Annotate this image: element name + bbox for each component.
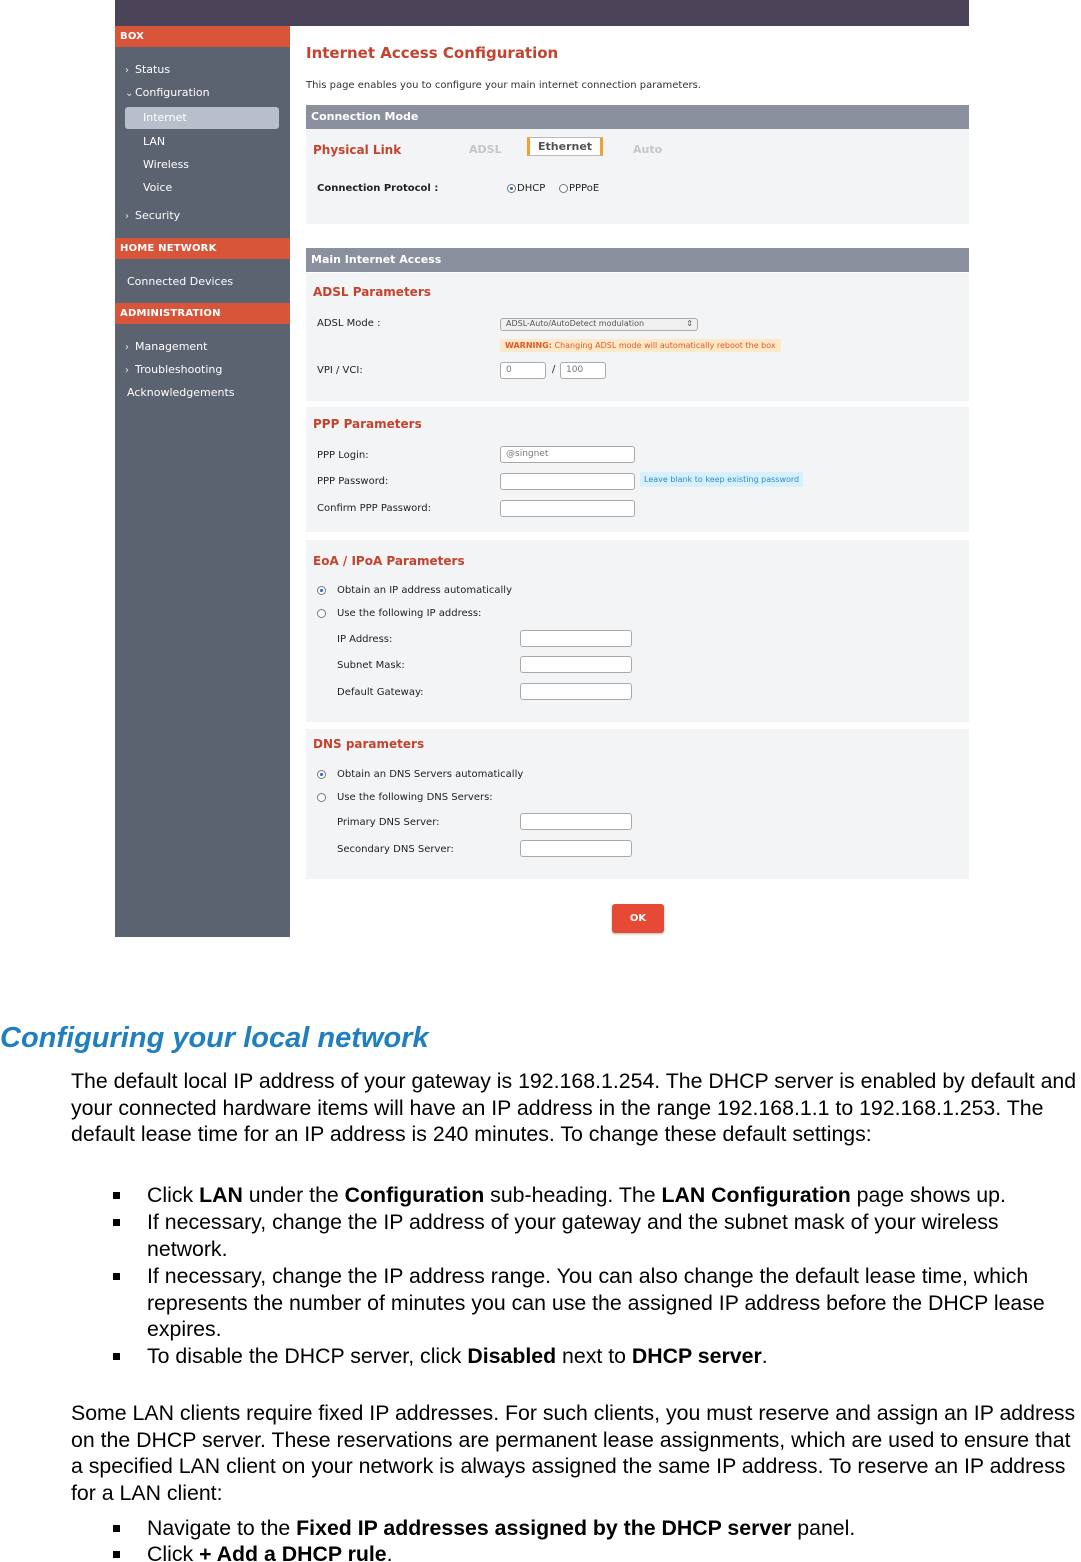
confirm-ppp-password-input[interactable] (500, 500, 635, 517)
chevron-right-icon: › (125, 365, 129, 376)
default-gateway-input[interactable] (520, 683, 632, 700)
physical-link-label: Physical Link (313, 143, 402, 157)
ppp-password-input[interactable] (500, 473, 635, 490)
chevron-right-icon: › (125, 211, 129, 222)
primary-dns-input[interactable] (520, 813, 632, 830)
sidebar-header-home-network: HOME NETWORK (115, 238, 290, 259)
ip-auto-label: Obtain an IP address automatically (337, 585, 513, 596)
dhcp-radio[interactable] (507, 184, 516, 193)
pppoe-label: PPPoE (569, 183, 600, 194)
adsl-warning: WARNING: Changing ADSL mode will automatically reboot the box (500, 339, 781, 352)
sidebar (115, 26, 290, 937)
bullet-icon (113, 1353, 120, 1360)
secondary-dns-input[interactable] (520, 840, 632, 857)
ip-manual-radio[interactable] (317, 609, 326, 618)
subnet-mask-input[interactable] (520, 656, 632, 673)
dns-auto-radio[interactable] (317, 770, 326, 779)
ppp-parameters-panel (306, 407, 969, 532)
connection-mode-panel (306, 129, 969, 224)
dns-parameters-panel (306, 729, 969, 879)
ok-button[interactable]: OK (612, 904, 664, 933)
ip-auto-radio[interactable] (317, 586, 326, 595)
tab-ethernet[interactable]: Ethernet (527, 137, 603, 156)
sidebar-item-configuration[interactable]: ⌄ Configuration (125, 86, 210, 99)
page-description: This page enables you to configure your main internet connection parameters. (306, 80, 701, 91)
vpi-vci-separator: / (552, 364, 556, 375)
sidebar-item-lan[interactable]: LAN (143, 135, 166, 148)
main-internet-access-header: Main Internet Access (306, 248, 969, 272)
chevron-down-icon: ⌄ (125, 88, 134, 99)
ppp-login-label: PPP Login: (317, 450, 369, 461)
chevron-right-icon: › (125, 342, 129, 353)
router-ui-screenshot (115, 0, 969, 937)
dns-manual-label: Use the following DNS Servers: (337, 792, 493, 803)
ip-manual-label: Use the following IP address: (337, 608, 482, 619)
adsl-mode-select[interactable]: ADSL-Auto/AutoDetect modulation ⇕ (500, 318, 698, 331)
subnet-mask-label: Subnet Mask: (337, 660, 405, 671)
connection-mode-header: Connection Mode (306, 105, 969, 129)
ppp-parameters-title: PPP Parameters (313, 417, 422, 431)
sidebar-header-box: BOX (115, 26, 290, 47)
page-title: Internet Access Configuration (306, 44, 559, 62)
reservation-paragraph: Some LAN clients require fixed IP addresses. For such clients, you must reserve and assign an IP address on the DHCP server. These reservations are permanent lease assignments, which are used to ensure that a specified LAN client on your network is always assigned the same IP address. To reserve an IP address for a LAN client: (71, 1401, 1076, 1505)
dns-parameters-title: DNS parameters (313, 737, 425, 751)
chevron-right-icon: › (125, 65, 129, 76)
dns-manual-radio[interactable] (317, 793, 326, 802)
dns-auto-label: Obtain an DNS Servers automatically (337, 769, 524, 780)
default-gateway-label: Default Gateway: (337, 687, 424, 698)
sidebar-header-administration: ADMINISTRATION (115, 303, 290, 324)
adsl-parameters-panel (306, 273, 969, 401)
connection-protocol-label: Connection Protocol : (317, 183, 439, 194)
pppoe-radio[interactable] (559, 184, 568, 193)
sidebar-item-voice[interactable]: Voice (143, 181, 173, 194)
primary-dns-label: Primary DNS Server: (337, 817, 440, 828)
select-arrows-icon: ⇕ (686, 319, 693, 328)
bullet-icon (113, 1192, 120, 1199)
sidebar-item-status[interactable]: › Status (125, 63, 171, 76)
top-bar (115, 0, 969, 26)
ip-address-input[interactable] (520, 630, 632, 647)
bullet-icon (113, 1525, 120, 1532)
bullet-icon (113, 1551, 120, 1558)
tab-auto[interactable]: Auto (633, 143, 663, 156)
bullet-icon (113, 1273, 120, 1280)
sidebar-item-troubleshooting[interactable]: › Troubleshooting (125, 363, 223, 376)
ppp-password-hint: Leave blank to keep existing password (640, 472, 803, 487)
ip-address-label: IP Address: (337, 634, 393, 645)
sidebar-item-acknowledgements[interactable]: Acknowledgements (127, 386, 235, 399)
ppp-login-input[interactable]: @singnet (500, 446, 635, 463)
vpi-input[interactable]: 0 (500, 362, 546, 379)
dhcp-label: DHCP (517, 183, 546, 194)
secondary-dns-label: Secondary DNS Server: (337, 844, 454, 855)
intro-paragraph: The default local IP address of your gateway is 192.168.1.254. The DHCP server is enabled by default and your connected hardware items will have an IP address in the range 192.168.1.1 to 192.168.1.253. The default lease time for an IP address is 240 minutes. To change these default settings: (71, 1069, 1077, 1147)
section-heading: Configuring your local network (0, 1022, 429, 1054)
eoa-ipoa-parameters-title: EoA / IPoA Parameters (313, 554, 465, 568)
sidebar-item-connected-devices[interactable]: Connected Devices (127, 275, 234, 288)
tab-adsl[interactable]: ADSL (469, 143, 502, 156)
confirm-ppp-password-label: Confirm PPP Password: (317, 503, 431, 514)
sidebar-item-internet[interactable]: Internet (125, 107, 279, 129)
sidebar-item-wireless[interactable]: Wireless (143, 158, 190, 171)
vci-input[interactable]: 100 (560, 362, 606, 379)
sidebar-item-security[interactable]: › Security (125, 209, 181, 222)
sidebar-item-management[interactable]: › Management (125, 340, 208, 353)
main-content (290, 26, 969, 937)
adsl-mode-label: ADSL Mode : (317, 318, 381, 329)
bullet-icon (113, 1219, 120, 1226)
vpi-vci-label: VPI / VCI: (317, 365, 363, 376)
ppp-password-label: PPP Password: (317, 476, 389, 487)
adsl-parameters-title: ADSL Parameters (313, 285, 431, 299)
eoa-ipoa-parameters-panel (306, 540, 969, 722)
